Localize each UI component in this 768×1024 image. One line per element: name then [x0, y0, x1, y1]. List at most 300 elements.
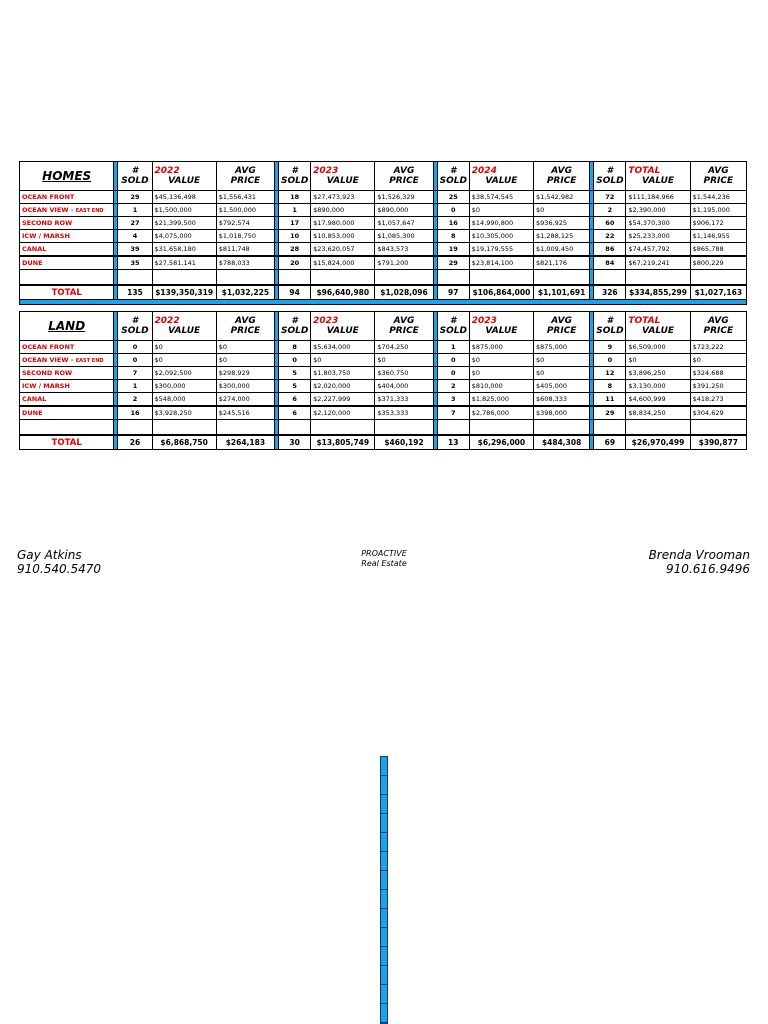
- land-year-label: TOTAL: [628, 316, 661, 326]
- blue-divider-row: [20, 300, 747, 305]
- blank-cell: [469, 420, 533, 436]
- sold-count-cell: 86: [594, 243, 626, 257]
- sold-header-label: SOLD: [439, 176, 467, 186]
- value-header-label: VALUE: [168, 326, 201, 336]
- sold-header-label: SOLD: [121, 176, 149, 186]
- sold-count-cell: 60: [594, 217, 626, 230]
- sold-count-cell: 35: [118, 256, 152, 270]
- sold-count-cell: 17: [279, 217, 311, 230]
- sold-count-cell: 7: [118, 367, 152, 380]
- value-cell: $0: [152, 354, 216, 367]
- sold-header-hash: #: [450, 316, 457, 326]
- avg-price-cell: $398,000: [534, 406, 590, 420]
- price-header-label: PRICE: [230, 176, 261, 186]
- avg-price-cell: $1,085,300: [375, 230, 433, 243]
- avg-header-label: AVG: [235, 316, 256, 326]
- land-avg-price-header: [216, 312, 274, 341]
- sold-count-cell: 16: [437, 217, 469, 230]
- blank-cell: [118, 420, 152, 436]
- category-name: CANAL: [22, 245, 47, 253]
- avg-header-label: AVG: [235, 166, 256, 176]
- value-cell: $8,834,250: [626, 406, 690, 420]
- value-cell: $0: [626, 354, 690, 367]
- sold-count-cell: 0: [437, 354, 469, 367]
- brand-subtitle: Real Estate: [361, 559, 407, 568]
- value-cell: $890,000: [311, 204, 375, 217]
- value-cell: $10,853,000: [311, 230, 375, 243]
- sold-count-cell: 4: [118, 230, 152, 243]
- total-avg-price-cell: $1,028,096: [375, 285, 433, 300]
- row-category-label: [20, 380, 114, 393]
- avg-price-cell: $821,176: [534, 256, 590, 270]
- avg-header-label: AVG: [393, 316, 415, 326]
- table-row: [20, 191, 747, 204]
- blank-cell: [594, 270, 626, 286]
- price-header-label: PRICE: [546, 326, 577, 336]
- row-category-label: [20, 191, 114, 204]
- blank-cell: [437, 420, 469, 436]
- sold-count-cell: 9: [594, 341, 626, 354]
- total-value-cell: $6,868,750: [152, 435, 216, 450]
- value-cell: $5,634,000: [311, 341, 375, 354]
- sold-header-hash: #: [131, 166, 139, 176]
- value-cell: $3,896,250: [626, 367, 690, 380]
- row-category-label: [20, 393, 114, 407]
- avg-price-cell: $404,000: [375, 380, 433, 393]
- value-cell: $31,658,180: [152, 243, 216, 257]
- avg-price-cell: $304,629: [690, 406, 746, 420]
- blank-cell: [311, 420, 375, 436]
- avg-price-cell: $788,033: [216, 256, 274, 270]
- avg-price-cell: $0: [690, 354, 746, 367]
- avg-price-cell: $906,172: [690, 217, 746, 230]
- value-cell: $810,000: [469, 380, 533, 393]
- row-category-label: [20, 243, 114, 257]
- table-row: [20, 204, 747, 217]
- homes-sold-header: [279, 162, 311, 191]
- sold-header-hash: #: [606, 316, 613, 326]
- blank-cell: [20, 420, 114, 436]
- value-cell: $4,075,000: [152, 230, 216, 243]
- brand-name: PROACTIVE: [361, 549, 407, 558]
- land-section-title: LAND: [20, 312, 114, 341]
- value-cell: $300,000: [152, 380, 216, 393]
- sold-header-hash: #: [131, 316, 139, 326]
- category-name: OCEAN FRONT: [22, 193, 75, 201]
- value-cell: $23,620,057: [311, 243, 375, 257]
- avg-header-label: AVG: [551, 316, 572, 326]
- value-cell: $2,227,999: [311, 393, 375, 407]
- homes-total-row: [20, 285, 747, 300]
- total-value-cell: $334,855,299: [626, 285, 690, 300]
- avg-price-cell: $704,250: [375, 341, 433, 354]
- sold-count-cell: 3: [437, 393, 469, 407]
- total-avg-price-cell: $460,192: [375, 435, 433, 450]
- avg-price-cell: $792,574: [216, 217, 274, 230]
- homes-avg-price-header: [375, 162, 433, 191]
- avg-price-cell: $245,516: [216, 406, 274, 420]
- land-value-header: [311, 312, 375, 341]
- land-header-row: [20, 312, 747, 341]
- sold-count-cell: 20: [279, 256, 311, 270]
- value-cell: $548,000: [152, 393, 216, 407]
- blank-cell: [216, 270, 274, 286]
- value-header-label: VALUE: [642, 176, 675, 186]
- avg-price-cell: $0: [534, 204, 590, 217]
- value-cell: $17,980,000: [311, 217, 375, 230]
- value-cell: $2,786,000: [469, 406, 533, 420]
- avg-price-cell: $936,925: [534, 217, 590, 230]
- value-cell: $21,399,500: [152, 217, 216, 230]
- total-sold-cell: 94: [279, 285, 311, 300]
- blank-cell: [534, 420, 590, 436]
- value-header-label: VALUE: [326, 176, 359, 186]
- value-header-label: VALUE: [485, 326, 518, 336]
- avg-price-cell: $1,542,982: [534, 191, 590, 204]
- blank-cell: [20, 270, 114, 286]
- blank-cell: [311, 270, 375, 286]
- value-cell: $3,928,250: [152, 406, 216, 420]
- value-cell: $1,500,000: [152, 204, 216, 217]
- table-row: [20, 217, 747, 230]
- sold-count-cell: 28: [279, 243, 311, 257]
- blank-cell: [279, 270, 311, 286]
- value-cell: $6,509,000: [626, 341, 690, 354]
- table-row: [20, 393, 747, 407]
- total-sold-cell: 13: [437, 435, 469, 450]
- land-sold-header: [594, 312, 626, 341]
- table-row: [20, 354, 747, 367]
- sold-header-label: SOLD: [439, 326, 467, 336]
- agent-left-name: Gay Atkins: [17, 548, 82, 562]
- homes-section-title: HOMES: [20, 162, 114, 191]
- avg-header-label: AVG: [551, 166, 572, 176]
- sold-count-cell: 8: [279, 341, 311, 354]
- blank-cell: [375, 420, 433, 436]
- homes-year-label: 2022: [154, 166, 180, 176]
- row-category-label: [20, 230, 114, 243]
- avg-price-cell: $1,195,000: [690, 204, 746, 217]
- total-avg-price-cell: $1,032,225: [216, 285, 274, 300]
- homes-year-label: TOTAL: [628, 166, 661, 176]
- sold-count-cell: 5: [279, 380, 311, 393]
- homes-year-label: 2023: [313, 166, 339, 176]
- avg-price-cell: $608,333: [534, 393, 590, 407]
- avg-price-cell: $875,000: [534, 341, 590, 354]
- category-name: ICW / MARSH: [22, 382, 70, 390]
- category-name: ICW / MARSH: [22, 232, 70, 240]
- sold-header-label: SOLD: [121, 326, 149, 336]
- blank-cell: [279, 420, 311, 436]
- total-sold-cell: 26: [118, 435, 152, 450]
- category-name: SECOND ROW: [22, 369, 73, 377]
- category-qualifier: EAST END: [75, 357, 104, 364]
- row-category-label: [20, 204, 114, 217]
- homes-avg-price-header: [216, 162, 274, 191]
- sold-header-label: SOLD: [596, 326, 624, 336]
- table-row: [20, 380, 747, 393]
- avg-price-cell: $1,556,431: [216, 191, 274, 204]
- homes-value-header: [626, 162, 690, 191]
- value-header-label: VALUE: [326, 326, 359, 336]
- total-avg-price-cell: $390,877: [690, 435, 746, 450]
- blank-cell: [152, 270, 216, 286]
- land-total-row: [20, 435, 747, 450]
- homes-sold-header: [118, 162, 152, 191]
- sold-count-cell: 12: [594, 367, 626, 380]
- land-table: [19, 311, 747, 450]
- category-name: SECOND ROW: [22, 219, 73, 227]
- land-avg-price-header: [375, 312, 433, 341]
- blank-cell: [216, 420, 274, 436]
- sold-count-cell: 1: [437, 341, 469, 354]
- value-cell: $0: [469, 354, 533, 367]
- avg-price-cell: $274,000: [216, 393, 274, 407]
- sold-count-cell: 19: [437, 243, 469, 257]
- sold-count-cell: 18: [279, 191, 311, 204]
- sold-count-cell: 29: [437, 256, 469, 270]
- value-cell: $3,130,000: [626, 380, 690, 393]
- row-category-label: [20, 341, 114, 354]
- homes-table: [19, 161, 747, 305]
- value-cell: $19,179,555: [469, 243, 533, 257]
- sold-header-hash: #: [291, 166, 298, 176]
- value-cell: $14,990,800: [469, 217, 533, 230]
- blank-row: [20, 270, 747, 286]
- price-header-label: PRICE: [703, 326, 734, 336]
- sold-count-cell: 84: [594, 256, 626, 270]
- sold-count-cell: 16: [118, 406, 152, 420]
- row-category-label: [20, 367, 114, 380]
- sold-count-cell: 1: [279, 204, 311, 217]
- value-header-label: VALUE: [168, 176, 201, 186]
- value-cell: $2,120,000: [311, 406, 375, 420]
- row-category-label: [20, 406, 114, 420]
- avg-price-cell: $0: [216, 354, 274, 367]
- row-category-label: [20, 256, 114, 270]
- land-sold-header: [279, 312, 311, 341]
- total-value-cell: $106,864,000: [469, 285, 533, 300]
- category-name: OCEAN VIEW -: [22, 205, 76, 214]
- total-sold-cell: 97: [437, 285, 469, 300]
- value-cell: $45,136,498: [152, 191, 216, 204]
- homes-avg-price-header: [690, 162, 746, 191]
- homes-avg-price-header: [534, 162, 590, 191]
- value-cell: $54,370,300: [626, 217, 690, 230]
- land-value-header: [626, 312, 690, 341]
- avg-price-cell: $0: [375, 354, 433, 367]
- avg-price-cell: $418,273: [690, 393, 746, 407]
- price-header-label: PRICE: [230, 326, 261, 336]
- avg-price-cell: $405,000: [534, 380, 590, 393]
- value-cell: $1,803,750: [311, 367, 375, 380]
- avg-price-cell: $865,788: [690, 243, 746, 257]
- total-label: TOTAL: [20, 435, 114, 450]
- sold-count-cell: 29: [118, 191, 152, 204]
- sold-header-hash: #: [450, 166, 457, 176]
- blank-cell: [437, 270, 469, 286]
- blank-cell: [469, 270, 533, 286]
- blank-cell: [690, 420, 746, 436]
- value-cell: $27,581,141: [152, 256, 216, 270]
- sold-count-cell: 1: [118, 380, 152, 393]
- avg-header-label: AVG: [707, 316, 729, 326]
- avg-price-cell: $0: [534, 354, 590, 367]
- sold-count-cell: 29: [594, 406, 626, 420]
- avg-header-label: AVG: [707, 166, 729, 176]
- blank-cell: [534, 270, 590, 286]
- total-avg-price-cell: $1,101,691: [534, 285, 590, 300]
- avg-price-cell: $791,200: [375, 256, 433, 270]
- avg-price-cell: $1,018,750: [216, 230, 274, 243]
- sold-header-label: SOLD: [281, 326, 309, 336]
- sold-count-cell: 2: [437, 380, 469, 393]
- homes-value-header: [152, 162, 216, 191]
- sold-count-cell: 25: [437, 191, 469, 204]
- sold-count-cell: 6: [279, 393, 311, 407]
- agent-right-contact: [649, 548, 750, 576]
- category-name: DUNE: [22, 409, 43, 417]
- blank-cell: [375, 270, 433, 286]
- value-cell: $74,457,792: [626, 243, 690, 257]
- vertical-divider-bar: [380, 756, 388, 1024]
- value-cell: $25,233,000: [626, 230, 690, 243]
- value-cell: $2,390,000: [626, 204, 690, 217]
- value-cell: $1,825,000: [469, 393, 533, 407]
- avg-price-cell: $1,544,236: [690, 191, 746, 204]
- sold-header-hash: #: [606, 166, 613, 176]
- value-cell: $27,473,923: [311, 191, 375, 204]
- value-header-label: VALUE: [485, 176, 518, 186]
- sold-count-cell: 0: [594, 354, 626, 367]
- blue-divider: [20, 300, 747, 305]
- avg-price-cell: $800,229: [690, 256, 746, 270]
- sold-count-cell: 7: [437, 406, 469, 420]
- land-sold-header: [118, 312, 152, 341]
- total-sold-cell: 135: [118, 285, 152, 300]
- category-name: OCEAN VIEW -: [22, 355, 76, 364]
- sold-count-cell: 22: [594, 230, 626, 243]
- blank-cell: [626, 420, 690, 436]
- value-cell: $15,824,000: [311, 256, 375, 270]
- agent-right-phone: 910.616.9496: [666, 562, 750, 576]
- total-value-cell: $96,640,980: [311, 285, 375, 300]
- sold-count-cell: 0: [118, 354, 152, 367]
- land-year-label: 2023: [313, 316, 339, 326]
- table-row: [20, 341, 747, 354]
- total-sold-cell: 30: [279, 435, 311, 450]
- land-year-label: 2022: [154, 316, 180, 326]
- total-value-cell: $13,805,749: [311, 435, 375, 450]
- total-avg-price-cell: $484,308: [534, 435, 590, 450]
- homes-year-label: 2024: [471, 166, 497, 176]
- land-year-label: 2023: [471, 316, 497, 326]
- avg-price-cell: $371,333: [375, 393, 433, 407]
- total-avg-price-cell: $1,027,163: [690, 285, 746, 300]
- value-cell: $4,600,999: [626, 393, 690, 407]
- avg-price-cell: $723,222: [690, 341, 746, 354]
- value-cell: $23,814,100: [469, 256, 533, 270]
- price-header-label: PRICE: [389, 326, 419, 336]
- sold-count-cell: 0: [279, 354, 311, 367]
- blank-cell: [152, 420, 216, 436]
- sold-header-hash: #: [291, 316, 298, 326]
- price-header-label: PRICE: [703, 176, 734, 186]
- brokerage-brand: [334, 549, 434, 569]
- avg-price-cell: $1,057,647: [375, 217, 433, 230]
- sold-header-label: SOLD: [281, 176, 309, 186]
- value-cell: $38,574,545: [469, 191, 533, 204]
- avg-price-cell: $300,000: [216, 380, 274, 393]
- value-cell: $0: [469, 367, 533, 380]
- category-name: OCEAN FRONT: [22, 343, 75, 351]
- sold-header-label: SOLD: [596, 176, 624, 186]
- table-row: [20, 230, 747, 243]
- avg-price-cell: $0: [216, 341, 274, 354]
- avg-price-cell: $1,500,000: [216, 204, 274, 217]
- land-avg-price-header: [534, 312, 590, 341]
- homes-header-row: [20, 162, 747, 191]
- agent-right-name: Brenda Vrooman: [648, 548, 750, 562]
- sold-count-cell: 6: [279, 406, 311, 420]
- blank-cell: [690, 270, 746, 286]
- avg-price-cell: $353,333: [375, 406, 433, 420]
- sold-count-cell: 72: [594, 191, 626, 204]
- avg-price-cell: $360,750: [375, 367, 433, 380]
- homes-sold-header: [437, 162, 469, 191]
- avg-price-cell: $811,748: [216, 243, 274, 257]
- value-cell: $0: [469, 204, 533, 217]
- table-row: [20, 367, 747, 380]
- avg-price-cell: $1,288,125: [534, 230, 590, 243]
- sold-count-cell: 2: [118, 393, 152, 407]
- total-sold-cell: 69: [594, 435, 626, 450]
- row-category-label: [20, 354, 114, 367]
- land-sold-header: [437, 312, 469, 341]
- land-value-header: [152, 312, 216, 341]
- land-avg-price-header: [690, 312, 746, 341]
- total-value-cell: $6,296,000: [469, 435, 533, 450]
- sold-count-cell: 11: [594, 393, 626, 407]
- avg-header-label: AVG: [393, 166, 415, 176]
- sold-count-cell: 5: [279, 367, 311, 380]
- avg-price-cell: $1,146,955: [690, 230, 746, 243]
- sold-count-cell: 0: [437, 367, 469, 380]
- value-cell: $2,020,000: [311, 380, 375, 393]
- homes-value-header: [469, 162, 533, 191]
- sold-count-cell: 10: [279, 230, 311, 243]
- avg-price-cell: $0: [534, 367, 590, 380]
- avg-price-cell: $843,573: [375, 243, 433, 257]
- category-name: DUNE: [22, 259, 43, 267]
- table-row: [20, 243, 747, 257]
- value-cell: $10,305,000: [469, 230, 533, 243]
- value-header-label: VALUE: [642, 326, 675, 336]
- category-qualifier: EAST END: [75, 207, 104, 214]
- value-cell: $111,184,966: [626, 191, 690, 204]
- total-value-cell: $26,970,499: [626, 435, 690, 450]
- agent-left-phone: 910.540.5470: [17, 562, 101, 576]
- homes-value-header: [311, 162, 375, 191]
- total-label: TOTAL: [20, 285, 114, 300]
- sold-count-cell: 1: [118, 204, 152, 217]
- avg-price-cell: $890,000: [375, 204, 433, 217]
- value-cell: $2,092,500: [152, 367, 216, 380]
- land-value-header: [469, 312, 533, 341]
- homes-sold-header: [594, 162, 626, 191]
- total-value-cell: $139,350,319: [152, 285, 216, 300]
- table-row: [20, 256, 747, 270]
